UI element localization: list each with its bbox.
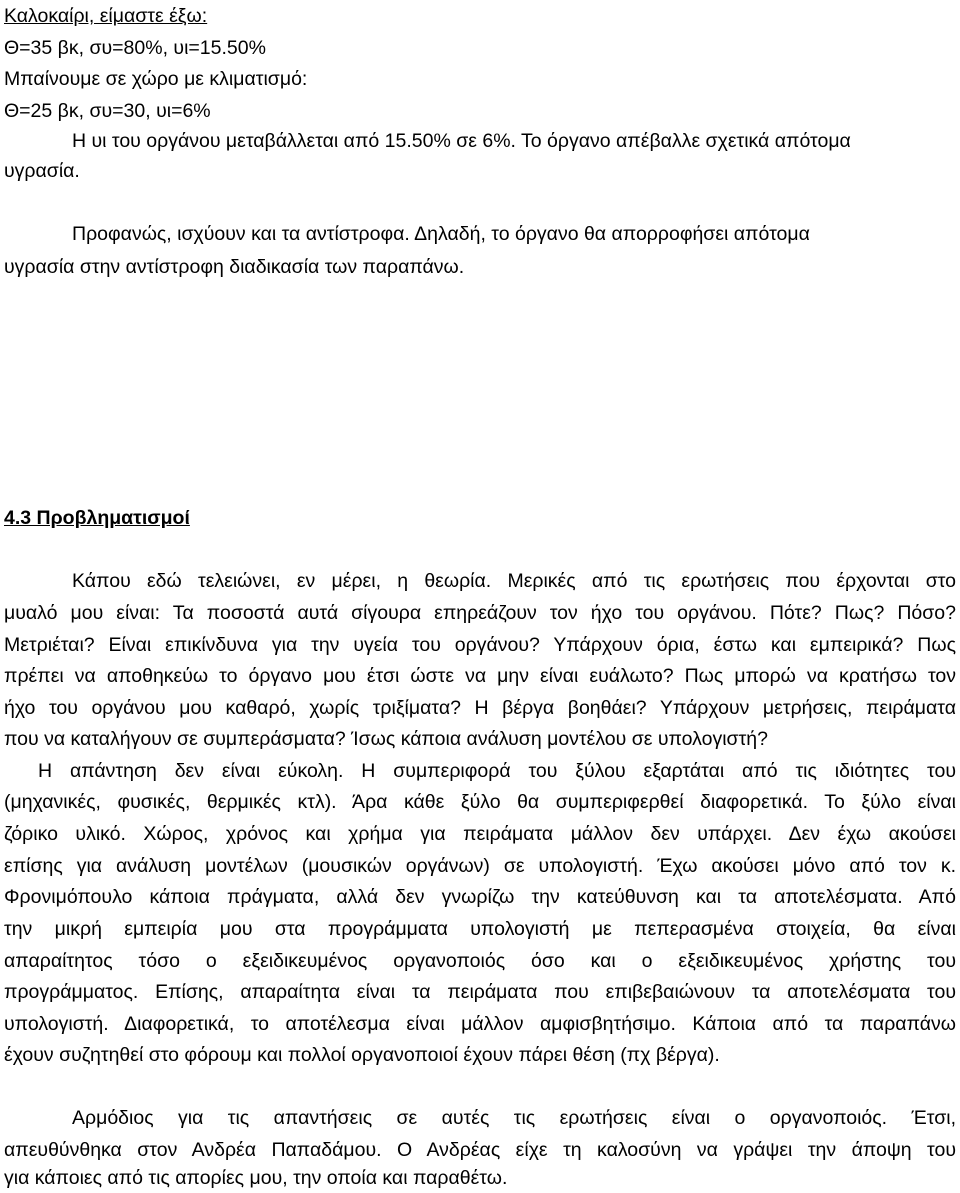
paragraph-1-line-2: υγρασία. <box>4 160 80 182</box>
closing-line: απευθύνθηκα στον Ανδρέα Παπαδάμου. Ο Ανδρέας είχε τη καλοσύνη να γράψει την άποψη του <box>4 1139 956 1161</box>
body-line: που να καταλήγουν σε συμπεράσματα? Ίσως κάποια ανάλυση μοντέλου σε υπολογιστή? <box>4 728 768 750</box>
body-line: πρέπει να αποθηκεύω το όργανο μου έτσι ώστε να μην είναι ευάλωτο? Πως μπορώ να κρατήσω τον <box>4 665 956 687</box>
paragraph-2-line-2: υγρασία στην αντίστροφη διαδικασία των παραπάνω. <box>4 256 465 278</box>
body-line: απαραίτητος τόσο ο εξειδικευμένος οργανοποιός όσο και ο εξειδικευμένος χρήστης του <box>4 950 956 972</box>
body-line: την μικρή εμπειρία μου στα προγράμματα υπολογιστή με πεπερασμένα στοιχεία, θα είναι <box>4 918 956 940</box>
closing-line: Αρμόδιος για τις απαντήσεις σε αυτές τις ερωτήσεις είναι ο οργανοποιός. Έτσι, <box>72 1107 956 1129</box>
intro-heading: Καλοκαίρι, είμαστε έξω: <box>4 5 208 27</box>
body-line: Η απάντηση δεν είναι εύκολη. Η συμπεριφορά του ξύλου εξαρτάται από τις ιδιότητες του <box>38 760 956 782</box>
section-heading: 4.3 Προβληματισμοί <box>4 507 190 529</box>
closing-line: για κάποιες από τις απορίες μου, την οποία και παραθέτω. <box>4 1167 508 1189</box>
outdoor-conditions: Θ=35 βκ, συ=80%, υι=15.50% <box>4 37 266 59</box>
indoor-conditions: Θ=25 βκ, συ=30, υι=6% <box>4 100 211 122</box>
body-line: ήχο του οργάνου μου καθαρό, χωρίς τριξίματα? Η βέργα βοηθάει? Υπάρχουν μετρήσεις, πειράματα <box>4 697 956 719</box>
body-line: Μετριέται? Είναι επικίνδυνα για την υγεία του οργάνου? Υπάρχουν όρια, έστω και εμπειρικά? Πως <box>4 634 956 656</box>
body-line: προγράμματος. Επίσης, απαραίτητα είναι τα πειράματα που επιβεβαιώνουν τα αποτελέσματα του <box>4 981 956 1003</box>
body-line: επίσης για ανάλυση μοντέλων (μουσικών οργάνων) σε υπολογιστή. Έχω ακούσει μόνο από τον κ. <box>4 855 956 877</box>
body-line: υπολογιστή. Διαφορετικά, το αποτέλεσμα είναι μάλλον αμφισβητήσιμο. Κάποια από τα παραπάνω <box>4 1013 956 1035</box>
body-line: έχουν συζητηθεί στο φόρουμ και πολλοί οργανοποιοί έχουν πάρει θέση (πχ βέργα). <box>4 1044 720 1066</box>
paragraph-1-line-1: Η υι του οργάνου μεταβάλλεται από 15.50% σε 6%. Το όργανο απέβαλλε σχετικά απότομα <box>72 130 851 152</box>
body-line: Φρονιμόπουλο κάποια πράγματα, αλλά δεν γνωρίζω την κατεύθυνση και τα αποτελέσματα. Από <box>4 886 956 908</box>
body-line: Κάπου εδώ τελειώνει, εν μέρει, η θεωρία. Μερικές από τις ερωτήσεις που έρχονται στο <box>72 570 956 592</box>
body-line: (μηχανικές, φυσικές, θερμικές κτλ). Άρα κάθε ξύλο θα συμπεριφερθεί διαφορετικά. Το ξύλο είναι <box>4 791 956 813</box>
body-line: ζόρικο υλικό. Χώρος, χρόνος και χρήμα για πειράματα μάλλον δεν υπάρχει. Δεν έχω ακούσει <box>4 823 956 845</box>
body-line: μυαλό μου είναι: Τα ποσοστά αυτά σίγουρα επηρεάζουν τον ήχο του οργάνου. Πότε? Πως? Πόσο? <box>4 602 956 624</box>
indoor-heading: Μπαίνουμε σε χώρο με κλιματισμό: <box>4 68 308 90</box>
paragraph-2-line-1: Προφανώς, ισχύουν και τα αντίστροφα. Δηλαδή, το όργανο θα απορροφήσει απότομα <box>72 223 810 245</box>
